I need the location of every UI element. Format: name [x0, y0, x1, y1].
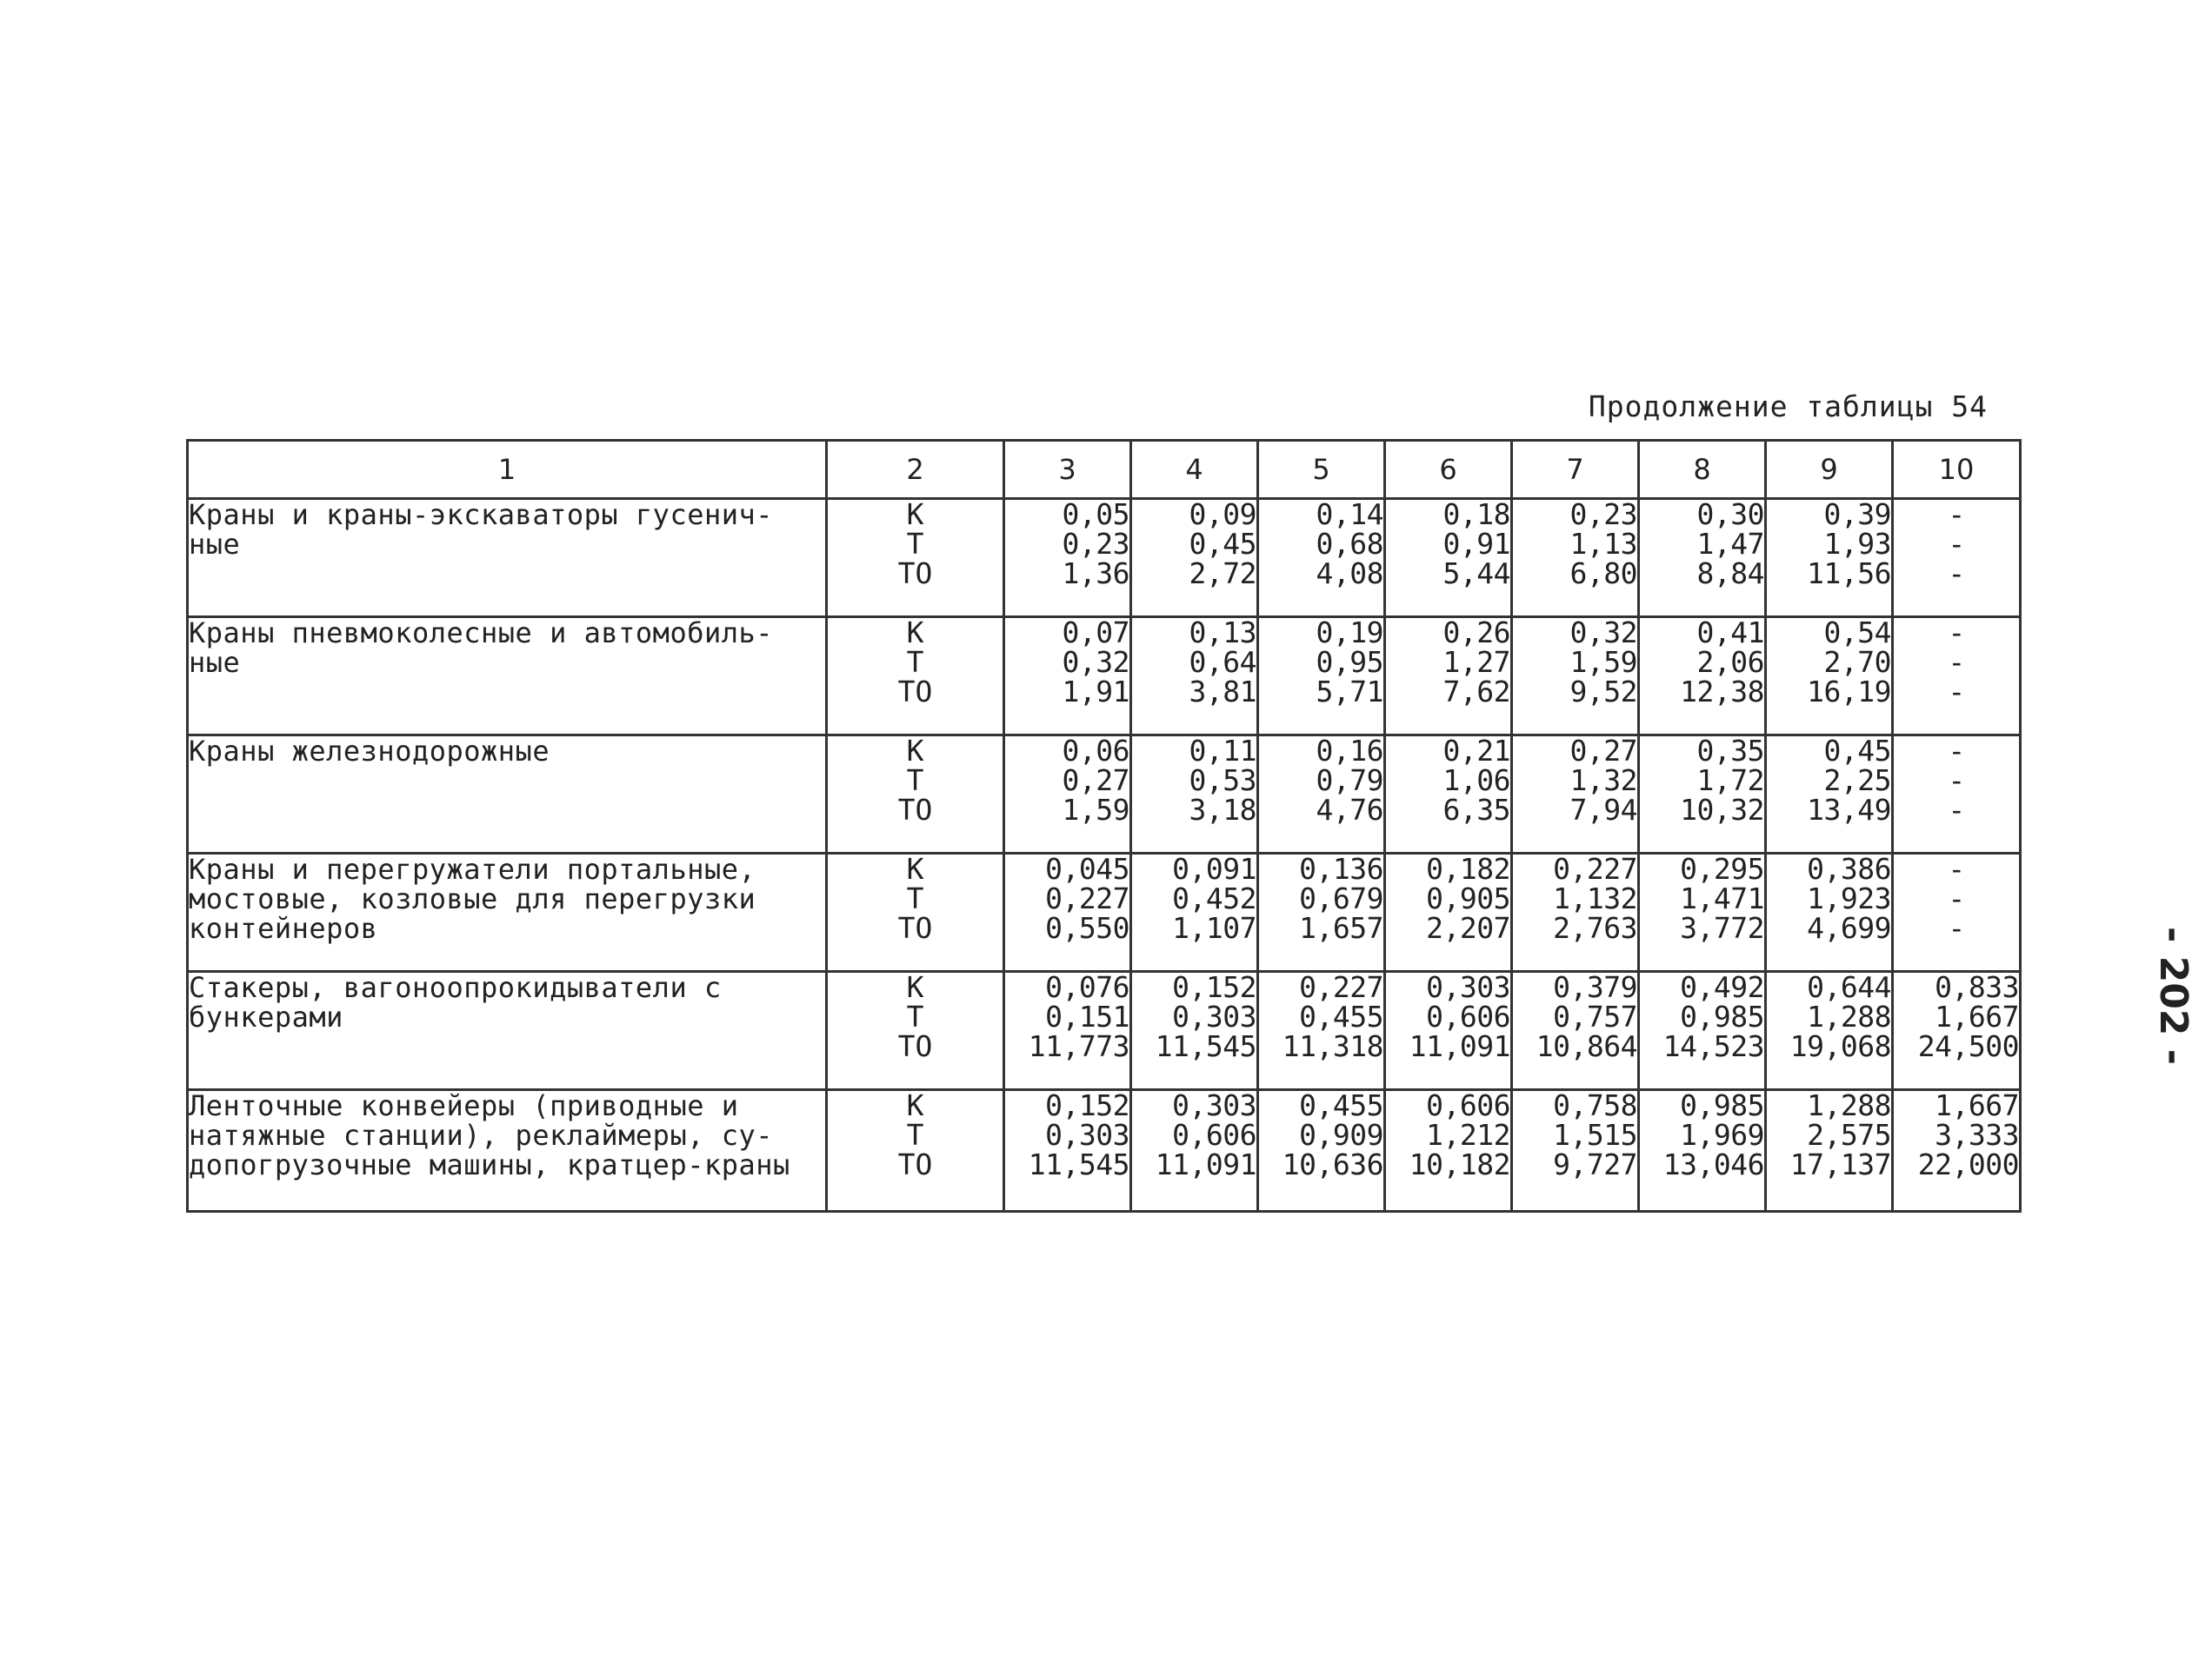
value: 22,000: [1917, 1147, 2019, 1181]
value: 1,288: [1807, 1000, 1891, 1034]
value: 0,23: [1062, 527, 1129, 561]
value: 0,045: [1045, 852, 1129, 886]
value: 0,905: [1426, 881, 1510, 915]
value: 0,13: [1189, 615, 1256, 649]
value-cell-col-7: [1512, 735, 1639, 854]
equipment-name: [188, 499, 827, 617]
value: 2,207: [1426, 911, 1510, 945]
column-header-10: 10: [1893, 441, 2021, 499]
equipment-name-line: ные: [189, 528, 241, 561]
value: 11,56: [1807, 556, 1891, 590]
value-cell-col-10: [1893, 854, 2021, 972]
value: 1,923: [1807, 881, 1891, 915]
equipment-name-line: мостовые, козловые для перегрузки: [189, 882, 756, 915]
value: 11,318: [1282, 1029, 1383, 1063]
table-row: [188, 499, 2021, 617]
column-header-5: 5: [1258, 441, 1385, 499]
service-type-codes: [827, 499, 1004, 617]
value: 1,107: [1172, 911, 1256, 945]
value-cell-col-5: [1258, 854, 1385, 972]
value: 0,23: [1569, 497, 1637, 531]
value-cell-col-7: [1512, 854, 1639, 972]
value: 2,06: [1696, 645, 1764, 679]
equipment-name-line: Краны и перегружатели портальные,: [189, 853, 756, 886]
value: 0,303: [1426, 970, 1510, 1004]
value: 1,47: [1696, 527, 1764, 561]
value: 0,182: [1426, 852, 1510, 886]
value: 0,152: [1172, 970, 1256, 1004]
value: 4,08: [1316, 556, 1383, 590]
service-type-codes: [827, 617, 1004, 735]
value: 3,81: [1189, 675, 1256, 708]
value: -: [1948, 556, 1965, 590]
equipment-name-line: Краны и краны-экскаваторы гусенич-: [189, 498, 774, 531]
value: 0,68: [1316, 527, 1383, 561]
value: 0,909: [1299, 1118, 1383, 1152]
value: 2,72: [1189, 556, 1256, 590]
value: 0,136: [1299, 852, 1383, 886]
value: 11,091: [1409, 1029, 1510, 1063]
value-cell-col-7: [1512, 499, 1639, 617]
value-cell-col-3: [1004, 972, 1131, 1090]
value: 1,667: [1935, 1000, 2019, 1034]
equipment-name-line: Стакеры, вагоноопрокидыватели с: [189, 971, 722, 1004]
value: 13,046: [1662, 1147, 1764, 1181]
value: 11,545: [1028, 1147, 1129, 1181]
value: 0,379: [1553, 970, 1637, 1004]
value-cell-col-10: [1893, 972, 2021, 1090]
value-cell-col-8: [1639, 854, 1766, 972]
value-cell-col-10: [1893, 1090, 2021, 1212]
value-cell-col-9: [1766, 617, 1893, 735]
value-cell-col-7: [1512, 972, 1639, 1090]
value-cell-col-5: [1258, 972, 1385, 1090]
value: 0,30: [1696, 497, 1764, 531]
value-cell-col-7: [1512, 617, 1639, 735]
column-header-9: 9: [1766, 441, 1893, 499]
value: 4,699: [1807, 911, 1891, 945]
value: 3,333: [1935, 1118, 2019, 1152]
value: 0,32: [1569, 615, 1637, 649]
value: 0,09: [1189, 497, 1256, 531]
value: 1,212: [1426, 1118, 1510, 1152]
value: 17,137: [1789, 1147, 1891, 1181]
value: 0,95: [1316, 645, 1383, 679]
value: 11,545: [1155, 1029, 1256, 1063]
value-cell-col-5: [1258, 499, 1385, 617]
value-cell-col-9: [1766, 735, 1893, 854]
value-cell-col-6: [1385, 972, 1512, 1090]
value: 0,14: [1316, 497, 1383, 531]
equipment-name: [188, 1090, 827, 1212]
value-cell-col-10: [1893, 499, 2021, 617]
value: 10,864: [1536, 1029, 1637, 1063]
value-cell-col-9: [1766, 854, 1893, 972]
value: 0,21: [1442, 734, 1510, 768]
value: 10,182: [1409, 1147, 1510, 1181]
value: 0,076: [1045, 970, 1129, 1004]
value: 0,455: [1299, 1088, 1383, 1122]
page-number: - 202 -: [2151, 926, 2196, 1066]
value: -: [1948, 615, 1965, 649]
table-row: [188, 735, 2021, 854]
value: 0,79: [1316, 763, 1383, 797]
service-type-code: К: [906, 970, 924, 1004]
value-cell-col-3: [1004, 617, 1131, 735]
value: 0,45: [1189, 527, 1256, 561]
equipment-name-line: допогрузочные машины, кратцер-краны: [189, 1148, 790, 1181]
service-type-code: К: [906, 615, 924, 649]
equipment-name-line: натяжные станции), реклаймеры, су-: [189, 1119, 774, 1152]
column-header-1: 1: [188, 441, 827, 499]
table-body: [188, 499, 2021, 1212]
value: 2,70: [1823, 645, 1891, 679]
equipment-name-line: Ленточные конвейеры (приводные и: [189, 1089, 739, 1122]
value: 5,44: [1442, 556, 1510, 590]
value-cell-col-3: [1004, 499, 1131, 617]
value-cell-col-4: [1131, 499, 1258, 617]
value: 0,606: [1426, 1088, 1510, 1122]
value: 1,36: [1062, 556, 1129, 590]
service-type-code: Т: [906, 527, 924, 561]
table-row: [188, 972, 2021, 1090]
value: 1,32: [1569, 763, 1637, 797]
value: 0,492: [1680, 970, 1764, 1004]
value-cell-col-6: [1385, 617, 1512, 735]
value: 2,25: [1823, 763, 1891, 797]
value-cell-col-5: [1258, 1090, 1385, 1212]
value: 0,295: [1680, 852, 1764, 886]
value: 1,59: [1569, 645, 1637, 679]
value: 0,26: [1442, 615, 1510, 649]
value-cell-col-5: [1258, 617, 1385, 735]
value: 1,132: [1553, 881, 1637, 915]
value: 0,16: [1316, 734, 1383, 768]
service-type-code: ТО: [897, 793, 933, 827]
value-cell-col-6: [1385, 499, 1512, 617]
equipment-name: [188, 617, 827, 735]
table-row: [188, 617, 2021, 735]
value: 1,969: [1680, 1118, 1764, 1152]
value: 0,985: [1680, 1088, 1764, 1122]
equipment-name-line: Краны пневмоколесные и автомобиль-: [189, 616, 774, 649]
value: 1,72: [1696, 763, 1764, 797]
value: 9,52: [1569, 675, 1637, 708]
service-type-codes: [827, 854, 1004, 972]
value: 0,303: [1172, 1088, 1256, 1122]
value: 0,07: [1062, 615, 1129, 649]
value-cell-col-6: [1385, 735, 1512, 854]
service-type-code: ТО: [897, 1029, 933, 1063]
value: 3,772: [1680, 911, 1764, 945]
service-type-code: К: [906, 734, 924, 768]
value: 5,71: [1316, 675, 1383, 708]
value: 0,91: [1442, 527, 1510, 561]
service-type-code: ТО: [897, 556, 933, 590]
value: 7,62: [1442, 675, 1510, 708]
value: 1,657: [1299, 911, 1383, 945]
value: 9,727: [1553, 1147, 1637, 1181]
value: 0,452: [1172, 881, 1256, 915]
equipment-name-line: Краны железнодорожные: [189, 735, 550, 768]
value: 0,227: [1553, 852, 1637, 886]
service-type-code: ТО: [897, 675, 933, 708]
value: -: [1948, 852, 1965, 886]
value-cell-col-6: [1385, 1090, 1512, 1212]
value: 1,515: [1553, 1118, 1637, 1152]
value: -: [1948, 497, 1965, 531]
value: 0,644: [1807, 970, 1891, 1004]
equipment-name: [188, 854, 827, 972]
value: 0,550: [1045, 911, 1129, 945]
service-type-code: ТО: [897, 911, 933, 945]
value: 0,45: [1823, 734, 1891, 768]
equipment-name-line: ные: [189, 646, 241, 679]
value: 0,152: [1045, 1088, 1129, 1122]
value: 0,35: [1696, 734, 1764, 768]
value-cell-col-5: [1258, 735, 1385, 854]
service-type-code: Т: [906, 763, 924, 797]
value: 0,455: [1299, 1000, 1383, 1034]
value: 7,94: [1569, 793, 1637, 827]
value-cell-col-8: [1639, 617, 1766, 735]
service-type-code: Т: [906, 1118, 924, 1152]
value-cell-col-10: [1893, 735, 2021, 854]
service-type-code: К: [906, 497, 924, 531]
column-header-2: 2: [827, 441, 1004, 499]
value: 0,53: [1189, 763, 1256, 797]
equipment-name: [188, 735, 827, 854]
column-header-7: 7: [1512, 441, 1639, 499]
value-cell-col-8: [1639, 972, 1766, 1090]
value: 3,18: [1189, 793, 1256, 827]
column-header-4: 4: [1131, 441, 1258, 499]
value: 0,833: [1935, 970, 2019, 1004]
value-cell-col-3: [1004, 854, 1131, 972]
value: 19,068: [1789, 1029, 1891, 1063]
value: 1,667: [1935, 1088, 2019, 1122]
value-cell-col-7: [1512, 1090, 1639, 1212]
service-type-code: К: [906, 852, 924, 886]
value: 0,19: [1316, 615, 1383, 649]
value-cell-col-6: [1385, 854, 1512, 972]
service-type-code: Т: [906, 645, 924, 679]
value-cell-col-3: [1004, 735, 1131, 854]
data-table: [186, 439, 2022, 1213]
value: 0,303: [1045, 1118, 1129, 1152]
value: 0,27: [1569, 734, 1637, 768]
value-cell-col-4: [1131, 854, 1258, 972]
value: -: [1948, 645, 1965, 679]
service-type-code: Т: [906, 881, 924, 915]
service-type-codes: [827, 972, 1004, 1090]
value: 0,39: [1823, 497, 1891, 531]
value: 24,500: [1917, 1029, 2019, 1063]
value: 0,091: [1172, 852, 1256, 886]
value-cell-col-9: [1766, 1090, 1893, 1212]
value: 0,18: [1442, 497, 1510, 531]
value-cell-col-4: [1131, 735, 1258, 854]
value: -: [1948, 734, 1965, 768]
value: -: [1948, 881, 1965, 915]
service-type-code: К: [906, 1088, 924, 1122]
value: -: [1948, 911, 1965, 945]
table-caption: Продолжение таблицы 54: [1588, 389, 1988, 423]
value-cell-col-4: [1131, 972, 1258, 1090]
value: 2,763: [1553, 911, 1637, 945]
equipment-name: [188, 972, 827, 1090]
service-type-code: ТО: [897, 1147, 933, 1181]
value: 0,227: [1045, 881, 1129, 915]
value-cell-col-8: [1639, 499, 1766, 617]
value: 0,11: [1189, 734, 1256, 768]
value: 1,288: [1807, 1088, 1891, 1122]
column-header-6: 6: [1385, 441, 1512, 499]
value: -: [1948, 763, 1965, 797]
value: 1,27: [1442, 645, 1510, 679]
value: 0,679: [1299, 881, 1383, 915]
value: 0,64: [1189, 645, 1256, 679]
value: 0,151: [1045, 1000, 1129, 1034]
value-cell-col-8: [1639, 1090, 1766, 1212]
value: 6,35: [1442, 793, 1510, 827]
value: 1,471: [1680, 881, 1764, 915]
value: 8,84: [1696, 556, 1764, 590]
value: 0,06: [1062, 734, 1129, 768]
equipment-name-line: контейнеров: [189, 912, 378, 945]
value: 0,05: [1062, 497, 1129, 531]
value: 0,758: [1553, 1088, 1637, 1122]
value: 1,91: [1062, 675, 1129, 708]
value-cell-col-9: [1766, 972, 1893, 1090]
value: 0,606: [1426, 1000, 1510, 1034]
value-cell-col-3: [1004, 1090, 1131, 1212]
service-type-codes: [827, 735, 1004, 854]
value: 1,06: [1442, 763, 1510, 797]
value: 0,303: [1172, 1000, 1256, 1034]
value: 13,49: [1807, 793, 1891, 827]
value-cell-col-10: [1893, 617, 2021, 735]
equipment-name-line: бункерами: [189, 1001, 343, 1034]
value-cell-col-4: [1131, 617, 1258, 735]
value: 4,76: [1316, 793, 1383, 827]
value: 0,32: [1062, 645, 1129, 679]
value: -: [1948, 527, 1965, 561]
value: 16,19: [1807, 675, 1891, 708]
value: 0,227: [1299, 970, 1383, 1004]
value-cell-col-9: [1766, 499, 1893, 617]
value: 6,80: [1569, 556, 1637, 590]
value: -: [1948, 675, 1965, 708]
value: 11,091: [1155, 1147, 1256, 1181]
value: 10,32: [1680, 793, 1764, 827]
value-cell-col-4: [1131, 1090, 1258, 1212]
value: 0,757: [1553, 1000, 1637, 1034]
service-type-code: Т: [906, 1000, 924, 1034]
value: 1,93: [1823, 527, 1891, 561]
value: 0,386: [1807, 852, 1891, 886]
value: 0,985: [1680, 1000, 1764, 1034]
service-type-codes: [827, 1090, 1004, 1212]
value: 1,13: [1569, 527, 1637, 561]
value: 1,59: [1062, 793, 1129, 827]
value: 11,773: [1028, 1029, 1129, 1063]
value: -: [1948, 793, 1965, 827]
value: 10,636: [1282, 1147, 1383, 1181]
table-row: [188, 854, 2021, 972]
value: 14,523: [1662, 1029, 1764, 1063]
value: 2,575: [1807, 1118, 1891, 1152]
value: 0,41: [1696, 615, 1764, 649]
value: 0,606: [1172, 1118, 1256, 1152]
value: 12,38: [1680, 675, 1764, 708]
column-header-8: 8: [1639, 441, 1766, 499]
value: 0,54: [1823, 615, 1891, 649]
value-cell-col-8: [1639, 735, 1766, 854]
column-header-3: 3: [1004, 441, 1131, 499]
table-row: [188, 1090, 2021, 1212]
value: 0,27: [1062, 763, 1129, 797]
header-row: [188, 441, 2021, 499]
